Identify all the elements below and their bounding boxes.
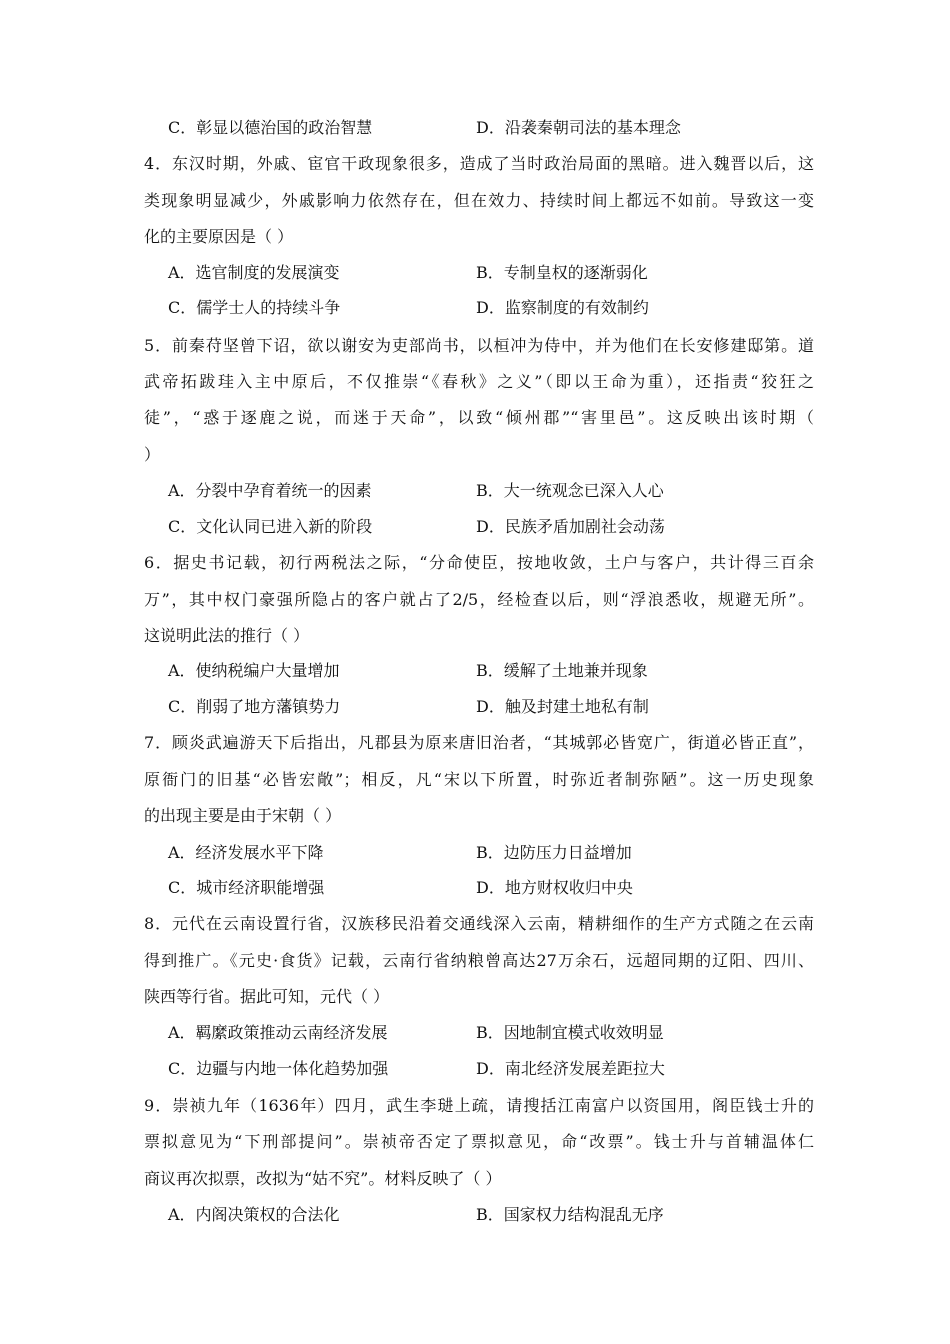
q4-option-d: D．监察制度的有效制约: [476, 298, 649, 317]
q7-stem-line-3: 的出现主要是由于宋朝（ ）: [144, 806, 342, 825]
q4-option-a: A．选官制度的发展演变: [168, 263, 340, 282]
q5-stem-line-4: ）: [144, 445, 161, 464]
q9-stem-line-1: 9．崇祯九年（1636年）四月，武生李琎上疏，请搜括江南富户以资国用，阁臣钱士升的: [144, 1096, 814, 1115]
q8-stem-line-1: 8．元代在云南设置行省，汉族移民沿着交通线深入云南，精耕细作的生产方式随之在云南: [144, 914, 814, 933]
q7-option-d: D．地方财权收归中央: [476, 878, 633, 897]
q8-option-d: D．南北经济发展差距拉大: [476, 1059, 665, 1078]
q8-option-b: B．因地制宜模式收效明显: [476, 1023, 664, 1042]
q5-stem-line-2: 武帝拓跋珪入主中原后，不仅推崇“《春秋》之义”（即以王命为重），还指责“狡狂之: [144, 372, 814, 391]
q6-option-c: C．削弱了地方藩镇势力: [168, 697, 341, 716]
q4-stem-line-1: 4．东汉时期，外戚、宦官干政现象很多，造成了当时政治局面的黑暗。进入魏晋以后，这: [144, 154, 814, 173]
q4-stem-line-3: 化的主要原因是（ ）: [144, 227, 294, 246]
q8-stem-line-3: 陕西等行省。据此可知，元代（ ）: [144, 987, 390, 1006]
q9-stem-line-3: 商议再次拟票，改拟为“姑不究”。材料反映了（ ）: [144, 1169, 502, 1188]
q7-stem-line-2: 原衙门的旧基“必皆宏敞”；相反，凡“宋以下所置，时弥近者制弥陋”。这一历史现象: [144, 770, 814, 789]
q7-option-b: B．边防压力日益增加: [476, 843, 632, 862]
q5-option-a: A．分裂中孕育着统一的因素: [168, 481, 372, 500]
q3-option-d: D．沿袭秦朝司法的基本理念: [476, 118, 681, 137]
q5-option-c: C．文化认同已进入新的阶段: [168, 517, 373, 536]
q5-stem-line-1: 5．前秦苻坚曾下诏，欲以谢安为吏部尚书，以桓冲为侍中，并为他们在长安修建邸第。道: [144, 336, 814, 355]
q7-option-a: A．经济发展水平下降: [168, 843, 324, 862]
q9-stem-line-2: 票拟意见为“下刑部提问”。崇祯帝否定了票拟意见，命“改票”。钱士升与首辅温体仁: [144, 1132, 814, 1151]
q7-option-c: C．城市经济职能增强: [168, 878, 325, 897]
q9-option-a: A．内阁决策权的合法化: [168, 1205, 340, 1224]
q5-option-b: B．大一统观念已深入人心: [476, 481, 664, 500]
q3-option-c: C．彰显以德治国的政治智慧: [168, 118, 373, 137]
q8-option-a: A．羁縻政策推动云南经济发展: [168, 1023, 388, 1042]
q6-stem-line-1: 6．据史书记载，初行两税法之际，“分命使臣，按地收敛，土户与客户，共计得三百余: [144, 553, 814, 572]
q5-stem-line-3: 徒”，“惑于逐鹿之说，而迷于天命”，以致“倾州郡”“害里邑”。这反映出该时期（: [144, 408, 814, 427]
q4-option-b: B．专制皇权的逐渐弱化: [476, 263, 648, 282]
q7-stem-line-1: 7．顾炎武遍游天下后指出，凡郡县为原来唐旧治者，“其城郭必皆宽广，街道必皆正直”，: [144, 733, 814, 752]
q6-option-a: A．使纳税编户大量增加: [168, 661, 340, 680]
q8-stem-line-2: 得到推广。《元史·食货》记载，云南行省纳粮曾高达27万余石，远超同期的辽阳、四川、: [144, 951, 814, 970]
q8-option-c: C．边疆与内地一体化趋势加强: [168, 1059, 389, 1078]
q6-option-d: D．触及封建土地私有制: [476, 697, 649, 716]
q6-stem-line-3: 这说明此法的推行（ ）: [144, 626, 310, 645]
q6-option-b: B．缓解了土地兼并现象: [476, 661, 648, 680]
q9-option-b: B．国家权力结构混乱无序: [476, 1205, 664, 1224]
q4-option-c: C．儒学士人的持续斗争: [168, 298, 341, 317]
q4-stem-line-2: 类现象明显减少，外戚影响力依然存在，但在效力、持续时间上都远不如前。导致这一变: [144, 191, 814, 210]
q5-option-d: D．民族矛盾加剧社会动荡: [476, 517, 665, 536]
q6-stem-line-2: 万”，其中权门豪强所隐占的客户就占了2/5，经检查以后，则“浮浪悉收，规避无所”。: [144, 590, 814, 609]
